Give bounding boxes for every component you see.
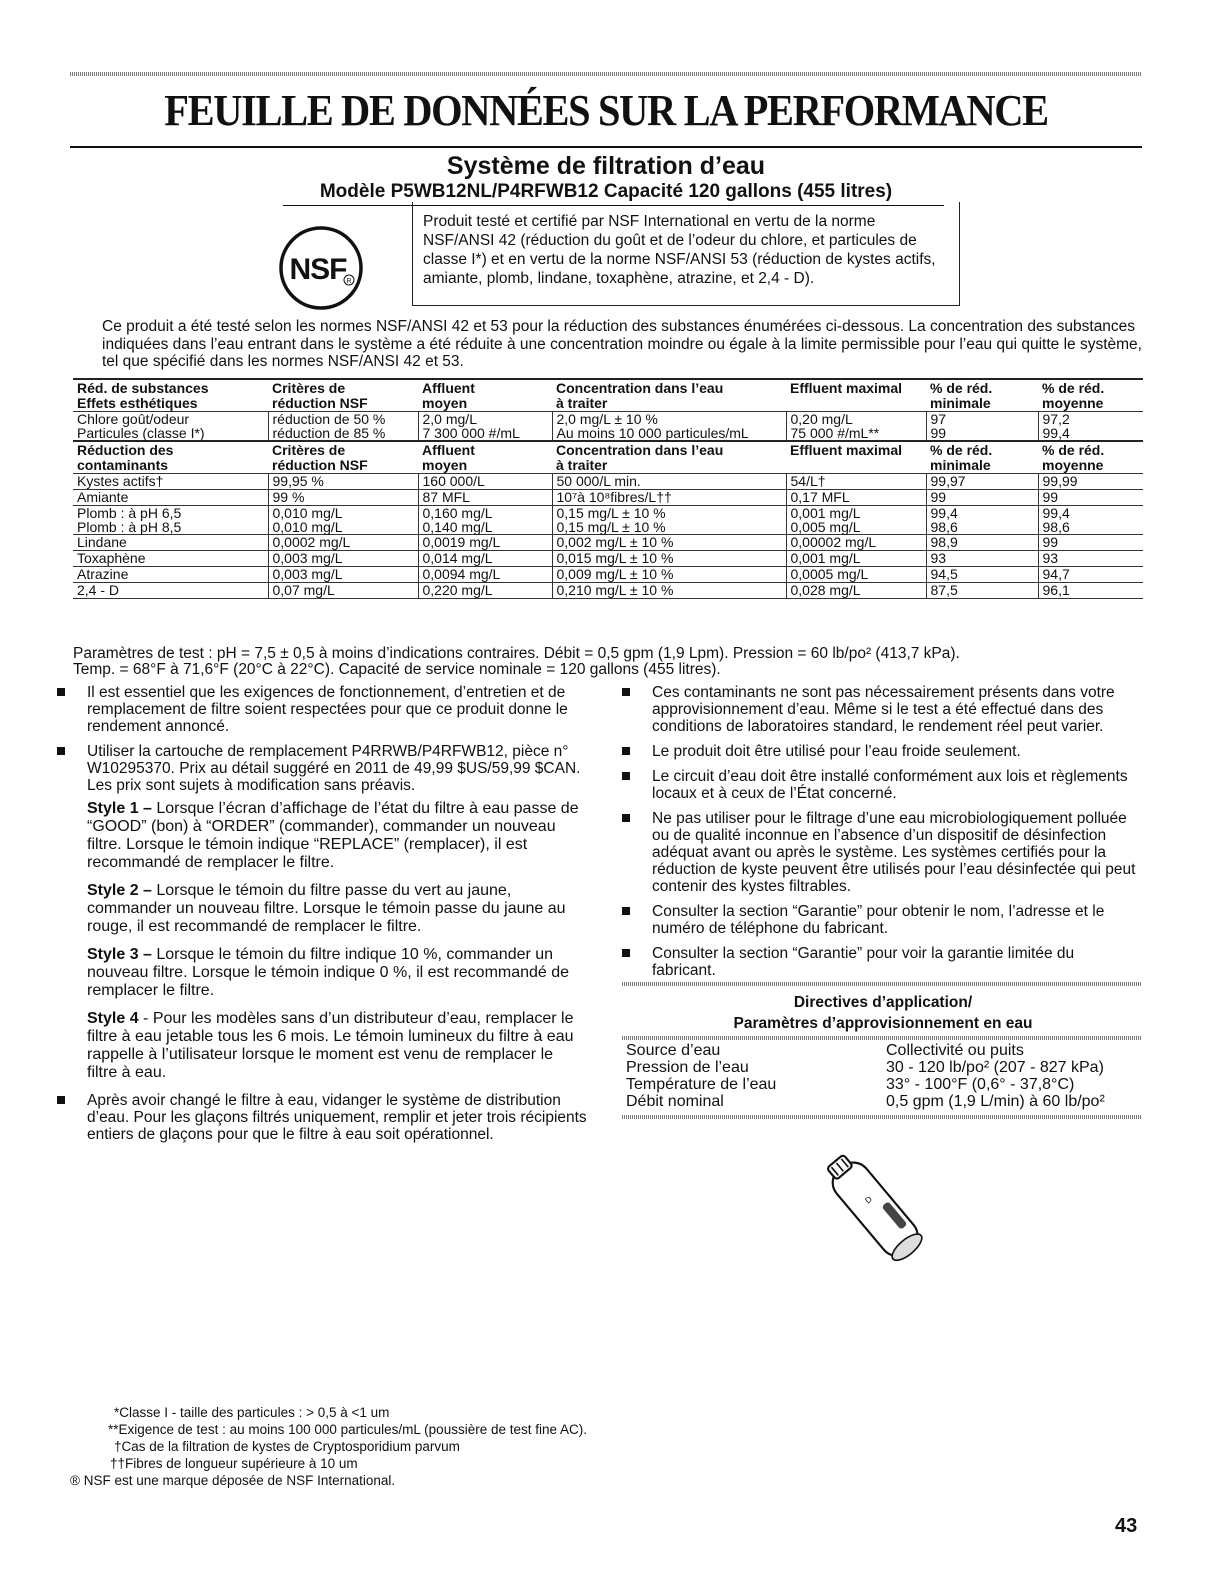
column-header: Critères de réduction NSF [272,380,368,411]
column-header: Effluent maximal [790,380,903,396]
list-item: Consulter la section “Garantie” pour voir la garantie limitée du fabricant. [622,945,1142,979]
top-dotted-rule [70,72,1142,76]
table-cell: 87 MFL [418,490,552,506]
svg-text:D: D [862,1193,875,1206]
table-cell: 10⁷à 10⁸fibres/L†† [552,490,786,506]
table-row [73,490,1143,506]
footnote: *Classe I - taille des particules : > 0,5 à <1 um [114,1405,390,1420]
table-cell: 0,220 mg/L [418,583,552,599]
style2-paragraph [87,882,587,936]
list-item [57,743,587,794]
table-row [73,506,1143,535]
style2-label: Style 2 – [87,882,152,899]
table-row [73,474,1143,490]
style3-paragraph [87,946,587,1000]
table-cell: 94,7 [1038,567,1143,583]
table-cell: Débit nominal [626,1093,724,1110]
table-cell: 0,17 MFL [786,490,926,506]
table-cell: 0,00002 mg/L [786,535,926,551]
table-cell: 2,0 mg/L 7 300 000 #/mL [418,412,552,442]
table-cell: 99 [1038,490,1143,506]
table-cell: 0,001 mg/L 0,005 mg/L [786,506,926,535]
table-cell: 0,015 mg/L ± 10 % [552,551,786,567]
table-cell: 0,160 mg/L 0,140 mg/L [418,506,552,535]
table-cell: 97,2 99,4 [1038,412,1143,442]
model-heading: Modèle P5WB12NL/P4RFWB12 Capacité 120 gallons (455 litres) [319,181,893,202]
table-row [622,1093,1142,1110]
test-parameters: Paramètres de test : pH = 7,5 ± 0,5 à moins d’indications contraires. Débit = 0,5 gpm (1,9 Lpm). Pression = 60 lb/po² (413,7 kPa). Temp. = 68°F à 71,6°F (20°C à 22°C). Capacité de service nominale = 120 gallons (455 litres). [73,645,960,678]
section-heading: Système de filtration d’eau [446,152,766,180]
table-cell: Toxaphène [73,551,268,567]
table-cell: 99 % [268,490,418,506]
table-cell: 0,003 mg/L [268,551,418,567]
nsf-logo-icon [278,225,364,311]
column-header: % de réd. minimale [930,442,993,473]
table-cell: Atrazine [73,567,268,583]
right-column [622,684,1142,987]
table-cell: 99,95 % [268,474,418,490]
list-item: Après avoir changé le filtre à eau, vidanger le système de distribution d’eau. Pour les glaçons filtrés uniquement, remplir et jeter trois récipients entiers de glaçons pour que le filtre à eau soit opérationnel. [57,1092,587,1143]
table-cell: 99,4 98,6 [926,506,1038,535]
table-cell: 0,5 gpm (1,9 L/min) à 60 lb/po² [886,1093,1105,1110]
table-cell: 87,5 [926,583,1038,599]
table-row [73,551,1143,567]
table-cell: Source d’eau [626,1042,721,1059]
application-table [622,1042,1142,1110]
style1-label: Style 1 – [87,800,152,817]
table-cell: 2,4 - D [73,583,268,599]
certification-box [412,202,960,306]
table-cell: 160 000/L [418,474,552,490]
table-cell: 0,0005 mg/L [786,567,926,583]
style4-paragraph [87,1010,587,1082]
style2-text: Lorsque le témoin du filtre passe du vert au jaune, commander un nouveau filtre. Lorsque le témoin passe du jaune au rouge, il est recommandé de remplacer le filtre. [87,882,566,935]
column-header: % de réd. moyenne [1042,442,1105,473]
list-item: Le produit doit être utilisé pour l’eau froide seulement. [622,743,1142,760]
style4-text: - Pour les modèles sans d’un distributeur d’eau, remplacer le filtre à eau jetable tous les 6 mois. Le témoin lumineux du filtre à eau rappelle à l’utilisateur lorsque le moment est venu de remplacer le filtre à eau. [87,1010,574,1081]
application-title-line2: Paramètres d’approvisionnement en eau [733,1015,1033,1032]
table-cell: 0,210 mg/L ± 10 % [552,583,786,599]
list-item-text: Utiliser la cartouche de remplacement P4RRWB/P4RFWB12, pièce n° W10295370. Prix au détail suggéré en 2011 de 49,99 $US/59,99 $CAN. Les prix sont sujets à modification sans préavis. [87,743,581,794]
table-cell: 0,07 mg/L [268,583,418,599]
intro-paragraph: Ce produit a été testé selon les normes NSF/ANSI 42 et 53 pour la réduction des substances énumérées ci-dessous. La concentration des substances indiquées dans l’eau entrant dans le système a été réduite à une concentration moindre ou égale à la limite permissible pour l’eau qui quitte le système, tel que spécifié dans les normes NSF/ANSI 42 et 53. [102,318,1142,370]
nsf-logo-text: NSF [289,253,347,286]
list-item: Ne pas utiliser pour le filtrage d’une eau microbiologiquement polluée ou de qualité inconnue en l’absence d’un dispositif de désinfection adéquat avant ou après le système. Les systèmes certifiés pour la réduction de kyste peuvent être utilisés pour l’eau désinfectée qui peut contenir des kystes filtrables. [622,810,1142,895]
table-row [73,535,1143,551]
table-cell: Chlore goût/odeur Particules (classe I*) [73,412,268,442]
table-cell: 93 [926,551,1038,567]
page-title: FEUILLE DE DONNÉES SUR LA PERFORMANCE [164,86,1048,135]
style1-paragraph [87,800,587,872]
table-cell: 0,15 mg/L ± 10 % 0,15 mg/L ± 10 % [552,506,786,535]
footnote: ® NSF est une marque déposée de NSF International. [70,1473,396,1488]
column-header: Réduction des contaminants [77,442,174,473]
table-cell: 0,014 mg/L [418,551,552,567]
column-header: Concentration dans l’eau à traiter [556,442,724,473]
table-row [622,1059,1142,1076]
table-cell: 96,1 [1038,583,1143,599]
column-header: % de réd. moyenne [1042,380,1105,411]
application-bottom-rule [622,1115,1142,1119]
footnote: †Cas de la filtration de kystes de Cryptosporidium parvum [114,1439,460,1454]
table-cell: 2,0 mg/L ± 10 % Au moins 10 000 particules/mL [552,412,786,442]
table-cell: 99 [1038,535,1143,551]
list-item: Ces contaminants ne sont pas nécessairement présents dans votre approvisionnement d’eau. Même si le test a été effectué dans des conditions de laboratoires standard, le rendement réel peut varier. [622,684,1142,735]
application-mid-rule [622,1036,1142,1040]
table-cell: Kystes actifs† [73,474,268,490]
table-cell: 0,002 mg/L ± 10 % [552,535,786,551]
table-cell: 0,010 mg/L 0,010 mg/L [268,506,418,535]
list-item: Le circuit d’eau doit être installé conformément aux lois et règlements locaux et à ceux de l’État concerné. [622,768,1142,802]
page-number: 43 [1115,1515,1138,1537]
table-cell: 0,009 mg/L ± 10 % [552,567,786,583]
table-cell: 94,5 [926,567,1038,583]
table-cell: 54/L† [786,474,926,490]
style3-text: Lorsque le témoin du filtre indique 10 %, commander un nouveau filtre. Lorsque le témoin indique 0 %, il est recommandé de remplacer le filtre. [87,946,570,999]
title-rule [70,146,1142,148]
style3-label: Style 3 – [87,946,152,963]
table-cell: Température de l’eau [626,1076,777,1093]
table-cell: 99,97 [926,474,1038,490]
table-cell: Pression de l’eau [626,1059,749,1076]
table-cell: 99,4 98,6 [1038,506,1143,535]
table-row [73,567,1143,583]
svg-text:R: R [346,278,352,285]
application-title-line1: Directives d’application/ [793,994,973,1011]
column-header: Affluent moyen [422,380,475,411]
table-cell: 50 000/L min. [552,474,786,490]
table-header-row [73,379,1143,412]
water-filter-cartridge-image [815,1145,945,1285]
table-row [73,583,1143,599]
table-row [73,412,1143,442]
list-item: Consulter la section “Garantie” pour obtenir le nom, l’adresse et le numéro de téléphone du fabricant. [622,903,1142,937]
table-cell: 99 [926,490,1038,506]
table-cell: 33° - 100°F (0,6° - 37,8°C) [886,1076,1075,1093]
application-top-rule [622,982,1142,986]
performance-table [73,378,1143,599]
certification-text: Produit testé et certifié par NSF International en vertu de la norme NSF/ANSI 42 (réduction du goût et de l’odeur du chlore, et particules de classe I*) et en vertu de la norme NSF/ANSI 53 (réduction de kystes actifs, amiante, plomb, lindane, toxaphène, atrazine, et 2,4 - D). [423,213,936,287]
table-cell: réduction de 50 % réduction de 85 % [268,412,418,442]
application-heading [623,992,1143,1034]
table-cell: 30 - 120 lb/po² (207 - 827 kPa) [886,1059,1104,1076]
table-cell: Plomb : à pH 6,5 Plomb : à pH 8,5 [73,506,268,535]
table-cell: 98,9 [926,535,1038,551]
column-header: Affluent moyen [422,442,475,473]
table-cell: 0,20 mg/L 75 000 #/mL** [786,412,926,442]
column-header: Effluent maximal [790,442,903,458]
column-header: Critères de réduction NSF [272,442,368,473]
table-cell: 0,0019 mg/L [418,535,552,551]
style4-label: Style 4 [87,1010,139,1027]
left-column [57,684,587,1151]
table-cell: 93 [1038,551,1143,567]
style1-text: Lorsque l’écran d’affichage de l’état du filtre à eau passe de “GOOD” (bon) à “ORDER” (commander), commander un nouveau filtre. Lorsque le témoin indique “REPLACE” (remplacer), il est recommandé de remplacer le filtre. [87,800,579,871]
table-cell: 0,028 mg/L [786,583,926,599]
table-cell: Lindane [73,535,268,551]
table-header-row [73,441,1143,474]
table-cell: Amiante [73,490,268,506]
table-cell: 0,001 mg/L [786,551,926,567]
table-row [622,1042,1142,1059]
table-cell: 0,0094 mg/L [418,567,552,583]
column-header: % de réd. minimale [930,380,993,411]
table-cell: 99,99 [1038,474,1143,490]
column-header: Concentration dans l’eau à traiter [556,380,724,411]
table-row [622,1076,1142,1093]
footnotes [70,1404,770,1489]
table-cell: 0,0002 mg/L [268,535,418,551]
footnote: **Exigence de test : au moins 100 000 particules/mL (poussière de test fine AC). [108,1422,588,1437]
footnote: ††Fibres de longueur supérieure à 10 um [110,1456,358,1471]
table-cell: 0,003 mg/L [268,567,418,583]
list-item: Il est essentiel que les exigences de fonctionnement, d’entretien et de remplacement de filtre soient respectées pour que ce produit donne le rendement annoncé. [57,684,587,735]
table-cell: Collectivité ou puits [886,1042,1024,1059]
column-header: Réd. de substances Effets esthétiques [77,380,209,411]
table-cell: 97 99 [926,412,1038,442]
